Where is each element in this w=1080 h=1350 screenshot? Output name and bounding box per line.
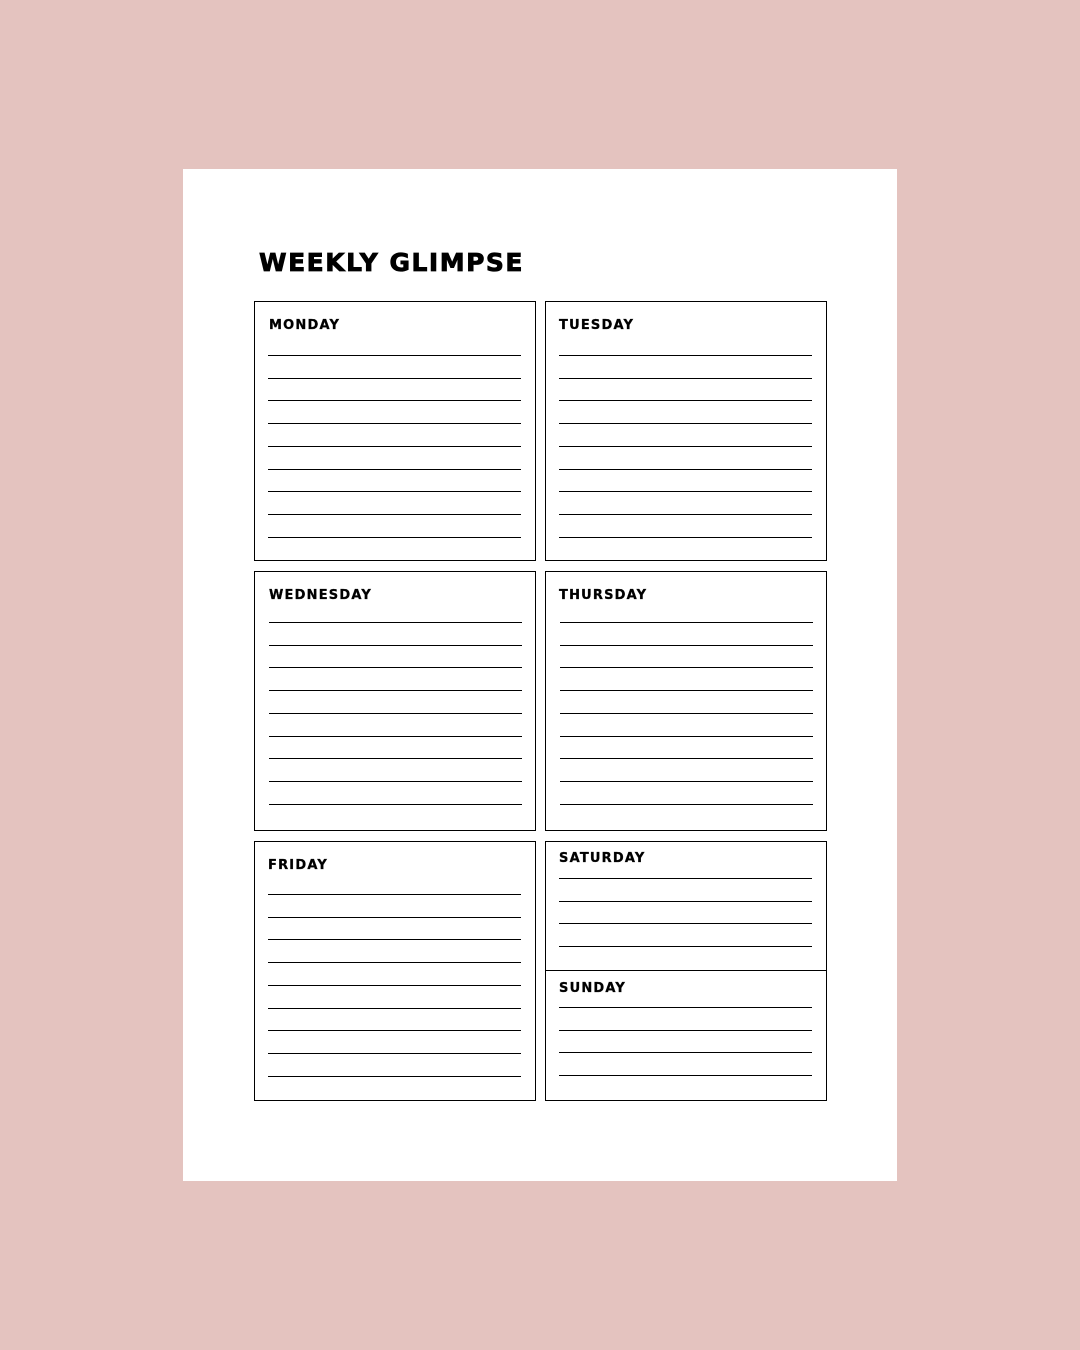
writing-line-saturday[interactable]	[559, 946, 812, 947]
writing-line-wednesday[interactable]	[269, 645, 522, 646]
writing-line-sunday[interactable]	[559, 1030, 812, 1031]
day-label-thursday: THURSDAY	[559, 588, 648, 603]
writing-line-friday[interactable]	[268, 1076, 521, 1077]
writing-line-monday[interactable]	[268, 378, 521, 379]
writing-line-wednesday[interactable]	[269, 622, 522, 623]
writing-line-monday[interactable]	[268, 469, 521, 470]
writing-line-friday[interactable]	[268, 985, 521, 986]
writing-line-monday[interactable]	[268, 400, 521, 401]
writing-line-friday[interactable]	[268, 1008, 521, 1009]
writing-line-tuesday[interactable]	[559, 423, 812, 424]
writing-line-thursday[interactable]	[560, 622, 813, 623]
writing-line-tuesday[interactable]	[559, 537, 812, 538]
saturday-sunday-box	[545, 841, 827, 1101]
writing-line-tuesday[interactable]	[559, 469, 812, 470]
writing-line-monday[interactable]	[268, 537, 521, 538]
page-title: WEEKLY GLIMPSE	[259, 248, 524, 277]
writing-line-friday[interactable]	[268, 962, 521, 963]
tuesday-box	[545, 301, 827, 561]
writing-line-thursday[interactable]	[560, 736, 813, 737]
monday-box	[254, 301, 536, 561]
writing-line-tuesday[interactable]	[559, 355, 812, 356]
writing-line-thursday[interactable]	[560, 690, 813, 691]
writing-line-thursday[interactable]	[560, 645, 813, 646]
day-label-saturday: SATURDAY	[559, 851, 646, 866]
writing-line-monday[interactable]	[268, 491, 521, 492]
writing-line-tuesday[interactable]	[559, 378, 812, 379]
writing-line-thursday[interactable]	[560, 758, 813, 759]
writing-line-wednesday[interactable]	[269, 804, 522, 805]
writing-line-thursday[interactable]	[560, 667, 813, 668]
writing-line-tuesday[interactable]	[559, 400, 812, 401]
writing-line-monday[interactable]	[268, 446, 521, 447]
day-label-sunday: SUNDAY	[559, 981, 627, 996]
writing-line-thursday[interactable]	[560, 781, 813, 782]
writing-line-wednesday[interactable]	[269, 690, 522, 691]
friday-box	[254, 841, 536, 1101]
writing-line-monday[interactable]	[268, 423, 521, 424]
day-label-tuesday: TUESDAY	[559, 318, 635, 333]
weekend-divider	[545, 970, 827, 971]
writing-line-thursday[interactable]	[560, 804, 813, 805]
writing-line-wednesday[interactable]	[269, 781, 522, 782]
writing-line-friday[interactable]	[268, 894, 521, 895]
writing-line-tuesday[interactable]	[559, 491, 812, 492]
thursday-box	[545, 571, 827, 831]
day-label-wednesday: WEDNESDAY	[269, 588, 372, 603]
writing-line-monday[interactable]	[268, 355, 521, 356]
writing-line-sunday[interactable]	[559, 1075, 812, 1076]
writing-line-monday[interactable]	[268, 514, 521, 515]
writing-line-friday[interactable]	[268, 917, 521, 918]
writing-line-thursday[interactable]	[560, 713, 813, 714]
writing-line-saturday[interactable]	[559, 901, 812, 902]
day-label-friday: FRIDAY	[268, 858, 328, 873]
writing-line-wednesday[interactable]	[269, 758, 522, 759]
writing-line-friday[interactable]	[268, 1053, 521, 1054]
wednesday-box	[254, 571, 536, 831]
writing-line-tuesday[interactable]	[559, 446, 812, 447]
writing-line-wednesday[interactable]	[269, 667, 522, 668]
writing-line-wednesday[interactable]	[269, 713, 522, 714]
day-label-monday: MONDAY	[269, 318, 341, 333]
writing-line-tuesday[interactable]	[559, 514, 812, 515]
writing-line-saturday[interactable]	[559, 923, 812, 924]
writing-line-friday[interactable]	[268, 1030, 521, 1031]
writing-line-saturday[interactable]	[559, 878, 812, 879]
writing-line-sunday[interactable]	[559, 1052, 812, 1053]
writing-line-friday[interactable]	[268, 939, 521, 940]
writing-line-sunday[interactable]	[559, 1007, 812, 1008]
writing-line-wednesday[interactable]	[269, 736, 522, 737]
